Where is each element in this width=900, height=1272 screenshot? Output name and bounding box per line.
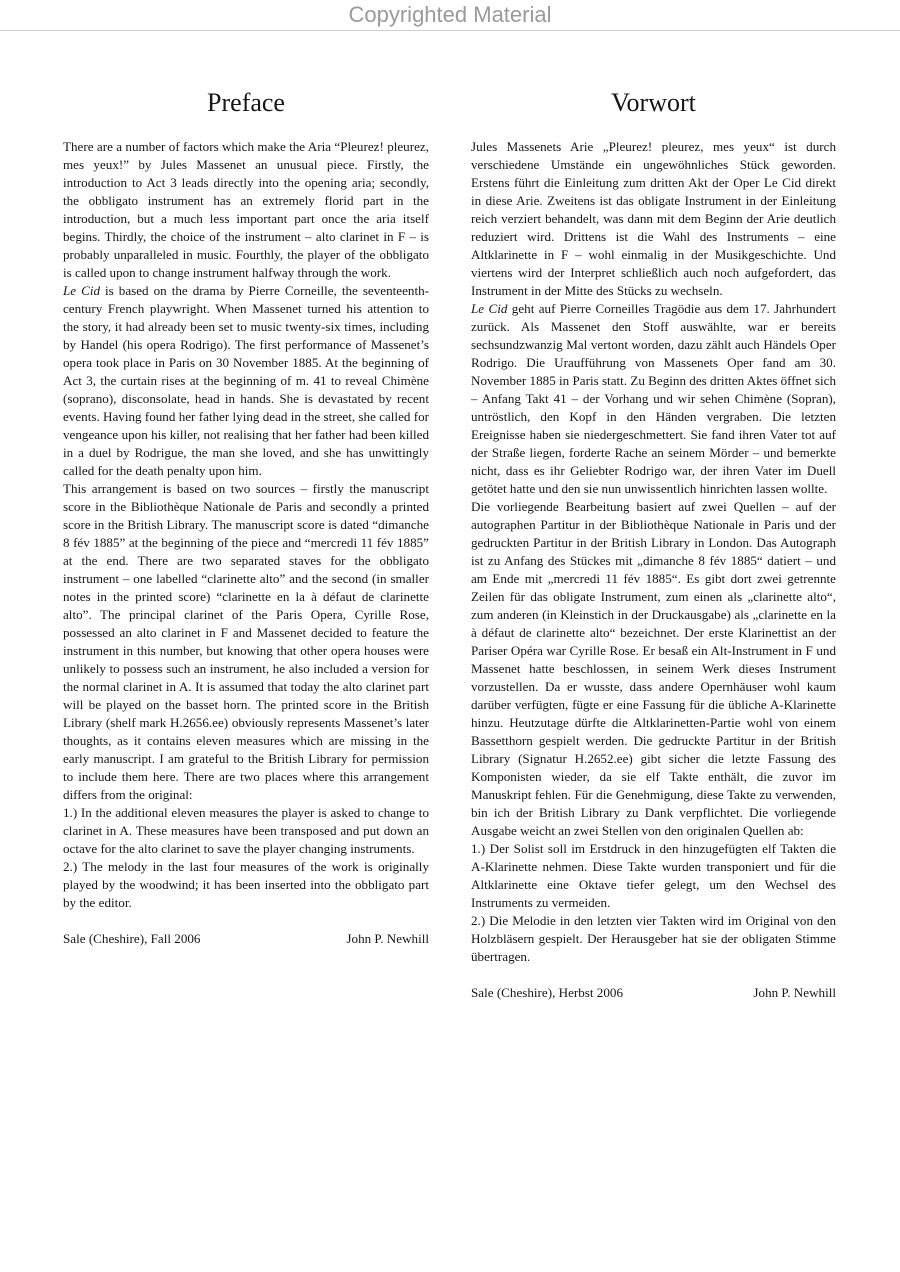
copyright-watermark: Copyrighted Material <box>348 2 552 27</box>
paragraph: 1.) Der Solist soll im Erstdruck in den hinzugefügten elf Takten die A-Klarinette nehmen. Diese Takte wurden transponiert und für die Altklarinette eine Oktave tiefer gelegt, um den Wechsel des Instruments zu vermeiden. <box>471 841 836 910</box>
preface-title: Preface <box>207 88 285 117</box>
place-date: Sale (Cheshire), Herbst 2006 <box>471 985 623 1000</box>
paragraph: 2.) The melody in the last four measures of the work is originally played by the woodwind; it has been inserted into the obbligato part by the editor. <box>63 859 429 910</box>
author-name: John P. Newhill <box>753 985 836 1000</box>
preface-body <box>63 138 429 912</box>
vorwort-body <box>471 138 836 966</box>
vorwort-column-german <box>471 86 836 1002</box>
vorwort-title: Vorwort <box>611 88 696 117</box>
paragraph: Le Cid geht auf Pierre Corneilles Tragödie aus dem 17. Jahrhundert zurück. Als Massenet den Stoff auswählte, war er bereits sechsundzwanzig Mal vertont worden, dazu zählt auch Händels Oper Rodrigo. Die Uraufführung von Massenets Oper fand am 30. November 1885 in Paris statt. Zu Beginn des dritten Aktes öffnet sich – Anfang Takt 41 – der Vorhang und wir sehen Chimène (Sopran), untröstlich, den Kopf in den Händen vergraben. Die letzten Ereignisse haben sie niedergeschmettert. Sie fand ihren Vater tot auf der Straße liegen, forderte Rache an seinem Mörder – und bemerkte nicht, dass es ihr Geliebter Rodrigo war, der ihren Vater im Duell getötet hatte und den sie nun unwissentlich hinrichten lassen wollte. <box>471 301 836 496</box>
author-name: John P. Newhill <box>346 931 429 946</box>
paragraph: 1.) In the additional eleven measures the player is asked to change to clarinet in A. These measures have been transposed and put down an octave for the alto clarinet to save the player changing instruments. <box>63 805 429 856</box>
watermark-bar <box>0 0 900 31</box>
preface-column-english <box>63 86 429 948</box>
signature-row <box>63 930 429 948</box>
paragraph: 2.) Die Melodie in den letzten vier Takten wird im Original von den Holzbläsern gespielt. Der Herausgeber hat sie der obligaten Stimme übertragen. <box>471 913 836 964</box>
paragraph: Le Cid is based on the drama by Pierre Corneille, the seventeenth-century French playwright. When Massenet turned his attention to the story, it had already been set to music twenty-six times, including by Handel (his opera Rodrigo). The first performance of Massenet’s opera took place in Paris on 30 November 1885. At the beginning of Act 3, the curtain rises at the beginning of m. 41 to reveal Chimène (soprano), disconsolate, head in hands. She is devastated by recent events. Having found her father lying dead in the street, she called for vengeance upon his killer, not realising that her father had been killed in a duel by Rodrigue, the man she loved, and she has unwittingly called for the death penalty upon him. <box>63 283 429 478</box>
paragraph: Jules Massenets Arie „Pleurez! pleurez, mes yeux“ ist durch verschiedene Umstände ein ungewöhnliches Stück geworden. Erstens führt die Einleitung zum dritten Akt der Oper Le Cid direkt in diese Arie. Zweitens ist das obligate Instrument in der Einleitung reich verziert behandelt, was dann mit dem Beginn der Arie deutlich reduziert wird. Drittens ist die Wahl des Instruments – eine Altklarinette in F – wohl einmalig in der Musikgeschichte. Und viertens wird der Interpret schließlich auch noch aufgefordert, das Instrument in der Mitte des Stücks zu wechseln. <box>471 139 836 298</box>
paragraph: Die vorliegende Bearbeitung basiert auf zwei Quellen – auf der autographen Partitur in der Bibliothèque Nationale in Paris und der gedruckten Partitur in der British Library in London. Das Autograph ist zu Anfang des Stückes mit „dimanche 8 fév 1885“ datiert – und am Ende mit „mercredi 11 fév 1885“. Es gibt dort zwei getrennte Zeilen für das obligate Instrument, zum einen als „clarinette alto“, zum anderen (in Kleinstich in der Druckausgabe) als „clarinette en la à défaut de clarinette alto“ bezeichnet. Der erste Klarinettist an der Pariser Opéra war Cyrille Rose. Er besaß ein Alt-Instrument in F und Massenet hatte beschlossen, in seinem Werk dieses Instrument vorzustellen. Da er wusste, dass andere Opernhäuser wohl kaum darüber verfügten, fügte er eine Fassung für die übliche A-Klarinette hinzu. Heutzutage dürfte die Altklarinetten-Partie wohl von einem Bassetthorn gespielt werden. Die gedruckte Partitur in der British Library (Signatur H.2652.ee) gibt sicher die letzte Fassung des Komponisten wieder, da sie elf Takte enthält, die zuvor im Manuskript fehlen. Für die Genehmigung, diese Takte zu verwenden, bin ich der British Library zu Dank verpflichtet. Die vorliegende Ausgabe weicht an zwei Stellen von den originalen Quellen ab: <box>471 499 836 838</box>
paragraph: There are a number of factors which make the Aria “Pleurez! pleurez, mes yeux!” by Jules Massenet an unusual piece. Firstly, the introduction to Act 3 leads directly into the opening aria; secondly, the obbligato instrument has an extremely florid part in the introduction, but a much less important part once the aria itself begins. Thirdly, the choice of the instrument – alto clarinet in F – is probably unparalleled in music. Fourthly, the player of the obbligato is called upon to change instrument halfway through the work. <box>63 139 429 280</box>
signature-row <box>471 984 836 1002</box>
place-date: Sale (Cheshire), Fall 2006 <box>63 931 201 946</box>
paragraph: This arrangement is based on two sources – firstly the manuscript score in the Bibliothèque Nationale de Paris and secondly a printed score in the British Library. The manuscript score is dated “dimanche 8 fév 1885” at the beginning of the piece and “mercredi 11 fév 1885” at the end. There are two separated staves for the obbligato instrument – one labelled “clarinette alto” and the second (in smaller notes in the printed score) “clarinette en la à défaut de clarinette alto”. The principal clarinet of the Paris Opera, Cyrille Rose, possessed an alto clarinet in F and Massenet decided to feature the instrument in this number, but knowing that other opera houses were unlikely to possess such an instrument, he also included a version for the normal clarinet in A. It is assumed that today the alto clarinet part will be played on the basset horn. The printed score in the British Library (shelf mark H.2656.ee) obviously represents Massenet’s later thoughts, as it contains eleven measures which are missing in the early manuscript. I am grateful to the British Library for permission to include them here. There are two places where this arrangement differs from the original: <box>63 481 429 802</box>
